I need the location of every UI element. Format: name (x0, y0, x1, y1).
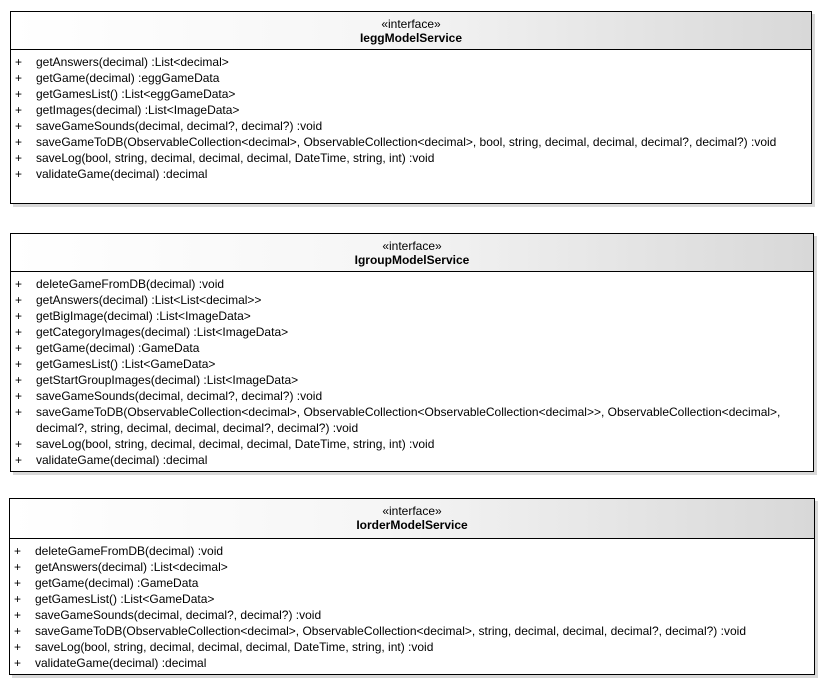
operation-row (11, 436, 813, 452)
operation-row (11, 340, 813, 356)
operation-signature: saveLog(bool, string, decimal, decimal, decimal, DateTime, string, int) :void (36, 437, 435, 451)
operation-signature: deleteGameFromDB(decimal) :void (36, 277, 225, 291)
visibility-marker: + (15, 87, 23, 101)
operation-row (11, 102, 811, 118)
operation-signature: deleteGameFromDB(decimal) :void (35, 544, 224, 558)
visibility-marker: + (15, 389, 23, 403)
operation-row (11, 54, 811, 70)
operation-signature: getCategoryImages(decimal) :List<ImageData> (36, 325, 289, 339)
interface-name: IorderModelService (356, 518, 468, 532)
operation-signature: getAnswers(decimal) :List<decimal> (35, 560, 228, 574)
interface-header (10, 499, 814, 539)
operation-signature: saveGameSounds(decimal, decimal?, decimal?) :void (36, 119, 323, 133)
visibility-marker: + (15, 119, 23, 133)
operation-signature: validateGame(decimal) :decimal (36, 453, 208, 467)
operation-row (10, 575, 814, 591)
visibility-marker: + (15, 453, 23, 467)
operation-signature: saveGameToDB(ObservableCollection<decimal>, ObservableCollection<ObservableCollection<decimal>>, ObservableCollection<decimal>, decimal?, string, decimal, decimal, decimal?, decimal?) :void (36, 405, 781, 435)
operation-signature: saveGameSounds(decimal, decimal?, decimal?) :void (35, 608, 322, 622)
visibility-marker: + (15, 293, 23, 307)
operation-row (11, 372, 813, 388)
visibility-marker: + (15, 325, 23, 339)
operation-row (11, 166, 811, 182)
operation-signature: getBigImage(decimal) :List<ImageData> (36, 309, 251, 323)
operation-signature: getGame(decimal) :GameData (36, 341, 200, 355)
interface-name: IgroupModelService (354, 253, 470, 267)
interface-box-iegg[interactable] (10, 11, 812, 204)
visibility-marker: + (15, 167, 23, 181)
operation-signature: getGamesList() :List<eggGameData> (36, 87, 236, 101)
visibility-marker: + (15, 135, 23, 149)
operation-row (11, 86, 811, 102)
operation-row (11, 118, 811, 134)
stereotype-label: «interface» (382, 239, 442, 253)
visibility-marker: + (14, 560, 22, 574)
operation-signature: getAnswers(decimal) :List<decimal> (36, 55, 229, 69)
operation-row (11, 388, 813, 404)
visibility-marker: + (15, 357, 23, 371)
stereotype-label: «interface» (382, 504, 442, 518)
operation-signature: getGame(decimal) :GameData (35, 576, 199, 590)
operations-list (11, 272, 813, 468)
operations-list (11, 50, 811, 182)
operation-row (11, 308, 813, 324)
operation-row (10, 607, 814, 623)
operation-row (10, 655, 814, 671)
operation-row (11, 150, 811, 166)
interface-box-igroup[interactable] (10, 233, 814, 472)
stereotype-label: «interface» (381, 17, 441, 31)
visibility-marker: + (14, 576, 22, 590)
operation-row (11, 134, 811, 150)
operation-signature: getGamesList() :List<GameData> (35, 592, 215, 606)
operation-signature: saveGameToDB(ObservableCollection<decimal>, ObservableCollection<decimal>, bool, string, decimal, decimal, decimal?, decimal?) :void (36, 135, 777, 149)
operation-row (11, 452, 813, 468)
visibility-marker: + (15, 373, 23, 387)
visibility-marker: + (15, 437, 23, 451)
operation-row (11, 356, 813, 372)
operation-row (10, 591, 814, 607)
visibility-marker: + (14, 544, 22, 558)
operation-row (11, 70, 811, 86)
operation-signature: saveGameToDB(ObservableCollection<decimal>, ObservableCollection<decimal>, string, decimal, decimal, decimal?, decimal?) :void (35, 624, 746, 638)
operation-row (10, 639, 814, 655)
operation-signature: validateGame(decimal) :decimal (35, 656, 207, 670)
operation-signature: saveLog(bool, string, decimal, decimal, decimal, DateTime, string, int) :void (35, 640, 434, 654)
operation-signature: getGamesList() :List<GameData> (36, 357, 216, 371)
operation-signature: getAnswers(decimal) :List<List<decimal>> (36, 293, 262, 307)
operations-list (10, 539, 814, 671)
operation-row (11, 276, 813, 292)
operation-row (11, 404, 813, 436)
visibility-marker: + (14, 640, 22, 654)
operation-row (10, 559, 814, 575)
visibility-marker: + (14, 656, 22, 670)
visibility-marker: + (15, 309, 23, 323)
visibility-marker: + (15, 71, 23, 85)
operation-row (10, 623, 814, 639)
operation-row (10, 543, 814, 559)
operation-signature: getGame(decimal) :eggGameData (36, 71, 220, 85)
interface-header (11, 12, 811, 50)
visibility-marker: + (15, 151, 23, 165)
operation-signature: getImages(decimal) :List<ImageData> (36, 103, 240, 117)
operation-row (11, 324, 813, 340)
visibility-marker: + (15, 103, 23, 117)
operation-signature: getStartGroupImages(decimal) :List<ImageData> (36, 373, 299, 387)
visibility-marker: + (14, 624, 22, 638)
visibility-marker: + (14, 608, 22, 622)
visibility-marker: + (15, 55, 23, 69)
visibility-marker: + (15, 405, 23, 419)
operation-signature: validateGame(decimal) :decimal (36, 167, 208, 181)
visibility-marker: + (14, 592, 22, 606)
operation-signature: saveLog(bool, string, decimal, decimal, decimal, DateTime, string, int) :void (36, 151, 435, 165)
operation-row (11, 292, 813, 308)
interface-box-iorder[interactable] (9, 498, 815, 675)
visibility-marker: + (15, 277, 23, 291)
interface-header (11, 234, 813, 272)
operation-signature: saveGameSounds(decimal, decimal?, decimal?) :void (36, 389, 323, 403)
visibility-marker: + (15, 341, 23, 355)
interface-name: IeggModelService (359, 31, 463, 45)
